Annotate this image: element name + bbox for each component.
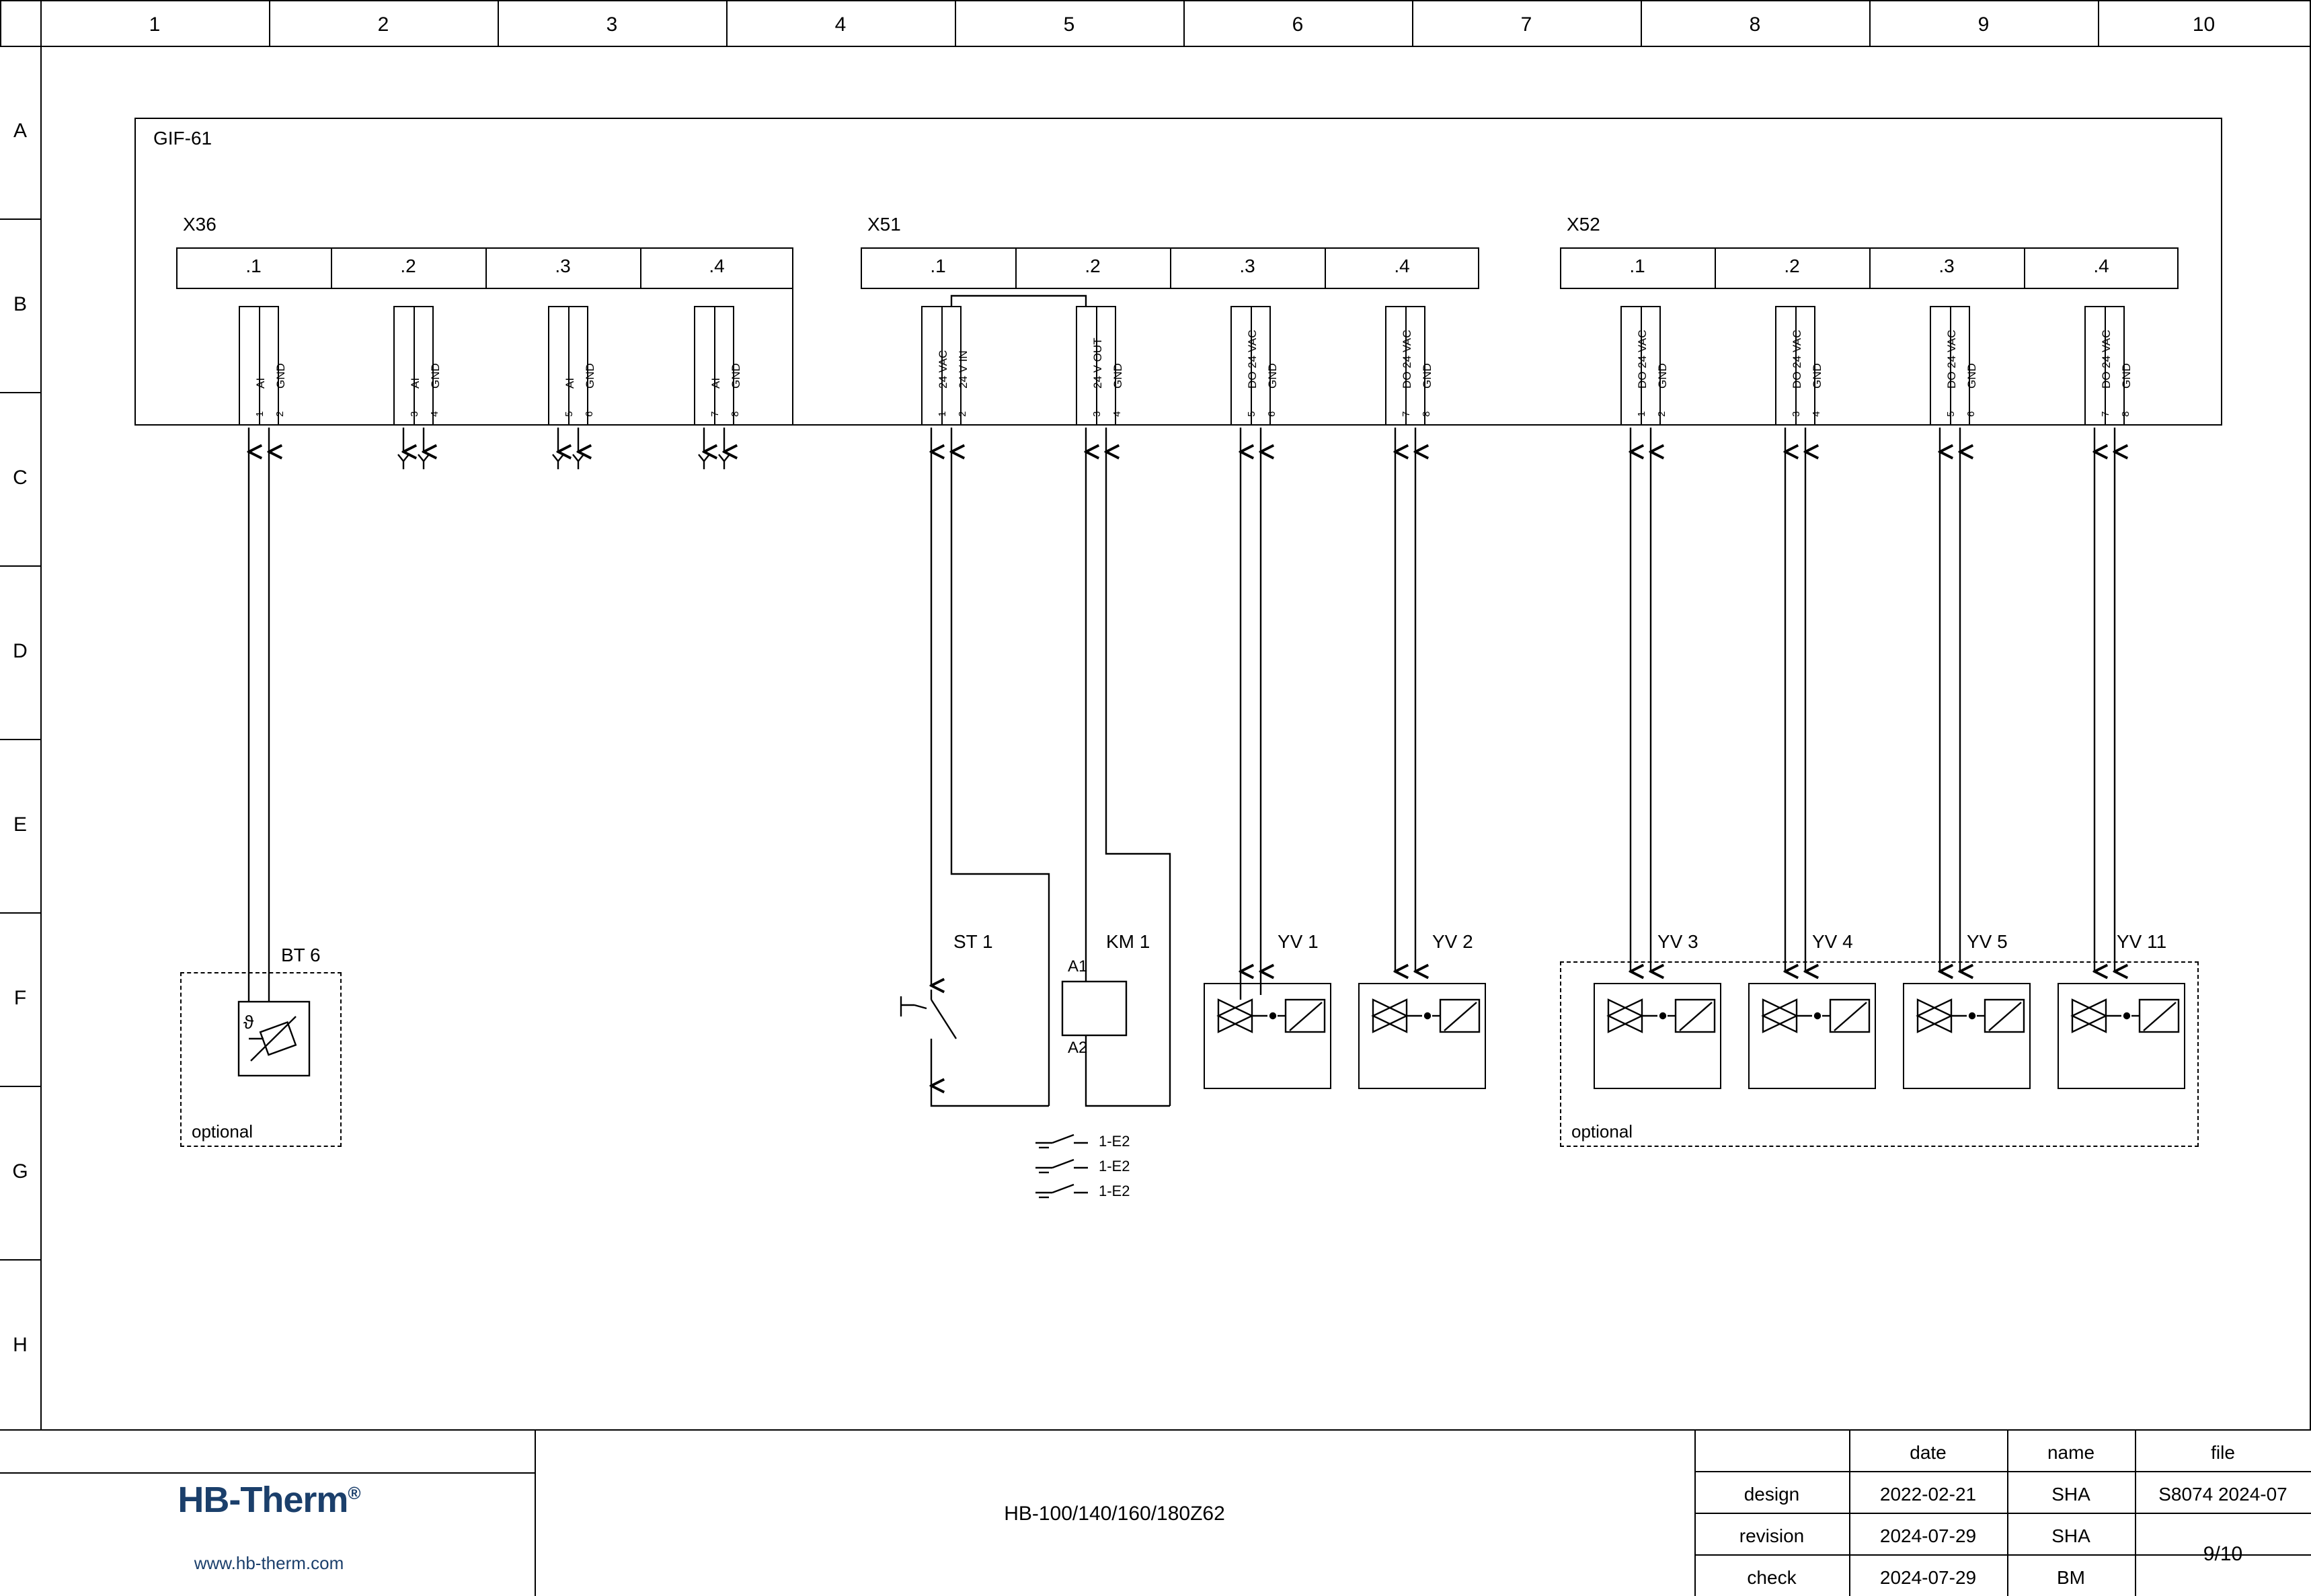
pin-number: 8 (730, 411, 741, 417)
pin-number: 2 (1656, 411, 1668, 417)
pin-signal: DO 24 VAC (1401, 329, 1413, 389)
row-date-design: 2022-02-21 (1879, 1484, 1977, 1505)
pin-number: 6 (1965, 411, 1977, 417)
pin-number: 2 (274, 411, 286, 417)
pin-signal: DO 24 VAC (2100, 329, 2113, 389)
page-number: 9/10 (2203, 1543, 2243, 1565)
port-label: .3 (1239, 255, 1255, 276)
pin-number: 7 (2100, 411, 2111, 417)
pin-signal: GND (1965, 363, 1978, 389)
device-label-yv11: YV 11 (2117, 931, 2167, 952)
device-label-km1: KM 1 (1106, 931, 1150, 952)
row-date-revision: 2024-07-29 (1879, 1525, 1977, 1546)
row-name-revision: SHA (2051, 1525, 2090, 1546)
contact-ref: 1-E2 (1099, 1158, 1130, 1174)
port-label: .1 (930, 255, 946, 276)
port-label: .1 (245, 255, 262, 276)
file-value: S8074 2024-07 (2158, 1484, 2287, 1505)
pin-number: 4 (1811, 411, 1822, 417)
port-label: .3 (555, 255, 571, 276)
pin-number: 3 (409, 411, 420, 417)
row-date-check: 2024-07-29 (1879, 1567, 1977, 1588)
pin-number: 3 (1091, 411, 1103, 417)
column-header: 10 (2192, 13, 2216, 36)
device-label-yv5: YV 5 (1967, 931, 2008, 952)
pin-signal: 24 VAC (937, 350, 949, 389)
pin-signal: AI (563, 377, 576, 389)
pin-number: 4 (429, 411, 440, 417)
pin-signal: AI (409, 377, 422, 389)
port-label: .2 (400, 255, 416, 276)
port-label: .2 (1085, 255, 1101, 276)
device-yv1-box (1204, 983, 1331, 1089)
pin-number: 1 (937, 411, 948, 417)
pin-number: 6 (1266, 411, 1278, 417)
pin-signal: AI (254, 377, 267, 389)
pin-number: 7 (1401, 411, 1412, 417)
port-label: .4 (2093, 255, 2109, 276)
bt6-symbol: ϑ (243, 1012, 254, 1033)
x52-optional-note: optional (1571, 1121, 1633, 1142)
port-label: .1 (1629, 255, 1645, 276)
header-date: date (1910, 1442, 1947, 1463)
port-label: .3 (1938, 255, 1955, 276)
pin-number: 5 (1945, 411, 1957, 417)
row-header: D (13, 640, 28, 662)
device-label-yv2: YV 2 (1432, 931, 1473, 952)
device-yv2-box (1358, 983, 1486, 1089)
pin-number: 8 (1421, 411, 1432, 417)
column-header: 1 (149, 13, 161, 36)
port-label: .2 (1784, 255, 1800, 276)
row-header: H (13, 1334, 28, 1356)
pin-number: 3 (1791, 411, 1802, 417)
pin-signal: GND (1421, 363, 1434, 389)
column-header: 5 (1063, 13, 1075, 36)
pin-signal: GND (730, 363, 742, 389)
pin-number: 8 (2120, 411, 2131, 417)
module-label: GIF-61 (153, 128, 212, 149)
bt6-optional-group (180, 972, 342, 1147)
header-name: name (2047, 1442, 2095, 1463)
drawing-title: HB-100/140/160/180Z62 (1004, 1503, 1225, 1525)
pin-signal: GND (1266, 363, 1279, 389)
pin-signal: GND (1656, 363, 1669, 389)
column-header: 9 (1977, 13, 1990, 36)
contact-ref: 1-E2 (1099, 1133, 1130, 1150)
row-name-check: BM (2057, 1567, 2085, 1588)
pin-signal: DO 24 VAC (1945, 329, 1958, 389)
pin-signal: 24 V IN (957, 350, 970, 389)
pin-number: 6 (584, 411, 595, 417)
header-file: file (2211, 1442, 2235, 1463)
brand-logo (40, 1479, 498, 1521)
pin-number: 2 (957, 411, 968, 417)
column-header: 6 (1292, 13, 1304, 36)
pin-signal: GND (429, 363, 442, 389)
pin-signal: GND (584, 363, 596, 389)
row-header: A (13, 120, 27, 142)
pin-signal: GND (1111, 363, 1124, 389)
pin-number: 5 (1246, 411, 1257, 417)
row-header: E (13, 813, 27, 836)
pin-number: 4 (1111, 411, 1123, 417)
connector-label-x36: X36 (183, 214, 217, 235)
row-header: F (13, 987, 27, 1009)
pin-number: 1 (1636, 411, 1647, 417)
device-label-yv1: YV 1 (1278, 931, 1319, 952)
connector-label-x51: X51 (867, 214, 901, 235)
pin-signal: GND (2120, 363, 2133, 389)
row-role-check: check (1747, 1567, 1797, 1588)
km1-terminal-a1: A1 (1068, 957, 1088, 975)
pin-number: 7 (709, 411, 721, 417)
column-header: 3 (606, 13, 618, 36)
pin-signal: 24 V OUT (1091, 337, 1104, 389)
row-role-revision: revision (1739, 1525, 1805, 1546)
row-header: C (13, 467, 28, 489)
website-link[interactable]: www.hb-therm.com (194, 1553, 344, 1573)
port-label: .4 (1394, 255, 1410, 276)
device-label-bt6: BT 6 (281, 945, 321, 965)
row-name-design: SHA (2051, 1484, 2090, 1505)
pin-number: 5 (563, 411, 575, 417)
row-role-design: design (1744, 1484, 1800, 1505)
pin-signal: AI (709, 377, 722, 389)
column-header: 8 (1749, 13, 1761, 36)
row-header: G (12, 1160, 28, 1183)
brand-name: HB-Therm (178, 1480, 348, 1520)
column-header: 2 (377, 13, 389, 36)
pin-signal: DO 24 VAC (1636, 329, 1649, 389)
pin-number: 1 (254, 411, 266, 417)
column-header: 4 (834, 13, 847, 36)
pin-signal: GND (274, 363, 287, 389)
bt6-optional-note: optional (192, 1121, 253, 1142)
x52-optional-group (1560, 961, 2199, 1147)
registered-mark: ® (348, 1483, 360, 1503)
km1-terminal-a2: A2 (1068, 1039, 1088, 1057)
device-label-yv4: YV 4 (1812, 931, 1853, 952)
column-header: 7 (1520, 13, 1532, 36)
device-label-st1: ST 1 (953, 931, 993, 952)
connector-label-x52: X52 (1567, 214, 1600, 235)
port-label: .4 (709, 255, 725, 276)
pin-signal: DO 24 VAC (1246, 329, 1259, 389)
pin-signal: GND (1811, 363, 1824, 389)
device-label-yv3: YV 3 (1657, 931, 1698, 952)
pin-signal: DO 24 VAC (1791, 329, 1803, 389)
contact-ref: 1-E2 (1099, 1183, 1130, 1199)
row-header: B (13, 293, 27, 315)
